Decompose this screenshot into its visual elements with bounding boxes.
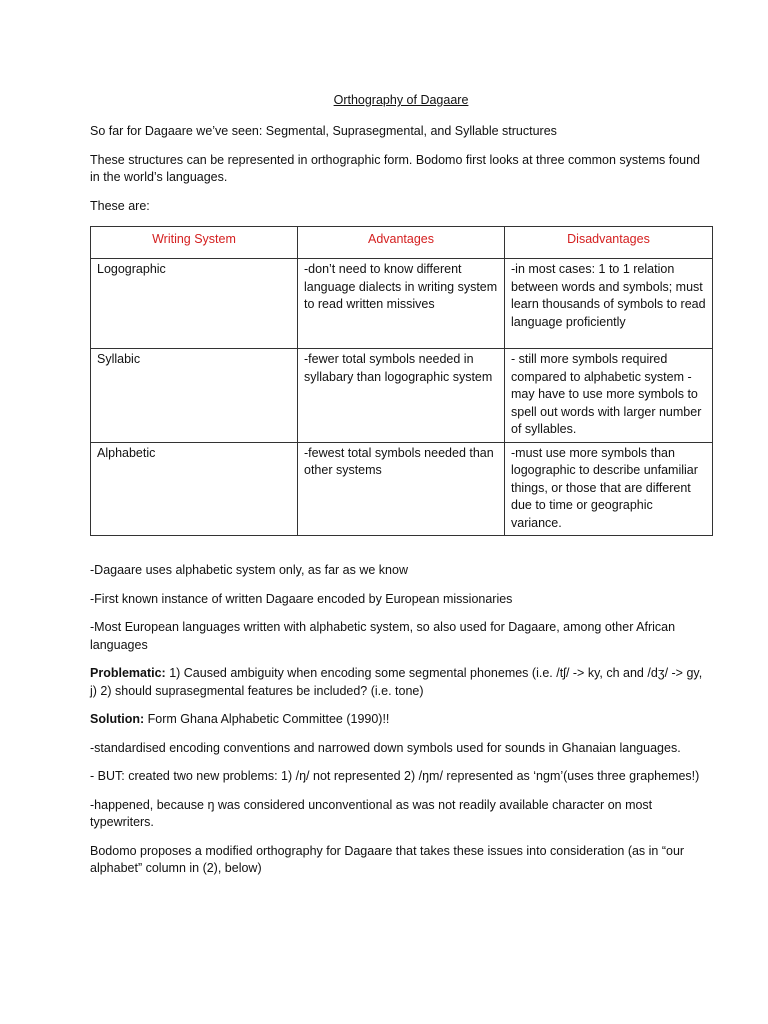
cell-system: Syllabic — [91, 349, 298, 443]
table-row — [91, 349, 713, 443]
writing-systems-table — [90, 226, 713, 536]
header-disadvantages: Disadvantages — [505, 227, 713, 259]
cell-system: Alphabetic — [91, 442, 298, 536]
table-header-row — [91, 227, 713, 259]
followup-paragraph: -happened, because ŋ was considered unconventional as was not readily available character on most typewriters. — [90, 797, 653, 829]
problematic-label: Problematic: — [90, 666, 166, 680]
cell-advantages: -fewest total symbols needed than other systems — [298, 442, 505, 536]
problematic-paragraph — [90, 665, 712, 700]
note-paragraph: -Most European languages written with alphabetic system, so also used for Dagaare, among other African languages — [90, 620, 676, 652]
header-writing-system: Writing System — [91, 227, 298, 259]
cell-disadvantages: -in most cases: 1 to 1 relation between words and symbols; must learn thousands of symbols to read language proficiently — [505, 259, 713, 349]
solution-label: Solution: — [90, 712, 145, 726]
note-paragraph: -First known instance of written Dagaare encoded by European missionaries — [90, 591, 513, 606]
followup-paragraph: -standardised encoding conventions and narrowed down symbols used for sounds in Ghanaian languages. — [90, 740, 681, 755]
cell-disadvantages: -must use more symbols than logographic to describe unfamiliar things, or those that are different due to time or geographic variance. — [505, 442, 713, 536]
cell-advantages: -don’t need to know different language dialects in writing system to read written missives — [298, 259, 505, 349]
cell-system: Logographic — [91, 259, 298, 349]
note-paragraph: -Dagaare uses alphabetic system only, as far as we know — [90, 563, 408, 577]
solution-text: Form Ghana Alphabetic Committee (1990)!! — [144, 712, 390, 726]
intro-paragraph: These structures can be represented in orthographic form. Bodomo first looks at three common systems found in the world’s languages. — [90, 152, 701, 184]
problematic-text: 1) Caused ambiguity when encoding some segmental phonemes (i.e. /tʃ/ -> ky, ch and /dʒ/ -> gy, j) 2) should suprasegmental features be included? (i.e. tone) — [90, 666, 703, 698]
intro-paragraph: So far for Dagaare we’ve seen: Segmental, Suprasegmental, and Syllable structures — [90, 124, 557, 138]
cell-advantages: -fewer total symbols needed in syllabary than logographic system — [298, 349, 505, 443]
solution-paragraph — [90, 711, 712, 729]
document-page — [90, 92, 712, 889]
cell-disadvantages: - still more symbols required compared to alphabetic system -may have to use more symbols to spell out words with larger number of syllables. — [505, 349, 713, 443]
followup-paragraph: - BUT: created two new problems: 1) /ŋ/ not represented 2) /ŋm/ represented as ‘ngm’(uses three graphemes!) — [90, 769, 700, 783]
table-row — [91, 259, 713, 349]
header-advantages: Advantages — [298, 227, 505, 259]
document-title: Orthography of Dagaare — [333, 93, 469, 107]
intro-paragraph: These are: — [90, 198, 150, 213]
followup-paragraph: Bodomo proposes a modified orthography for Dagaare that takes these issues into consideration (as in “our alphabet” column in (2), below) — [90, 843, 685, 875]
table-row — [91, 442, 713, 536]
